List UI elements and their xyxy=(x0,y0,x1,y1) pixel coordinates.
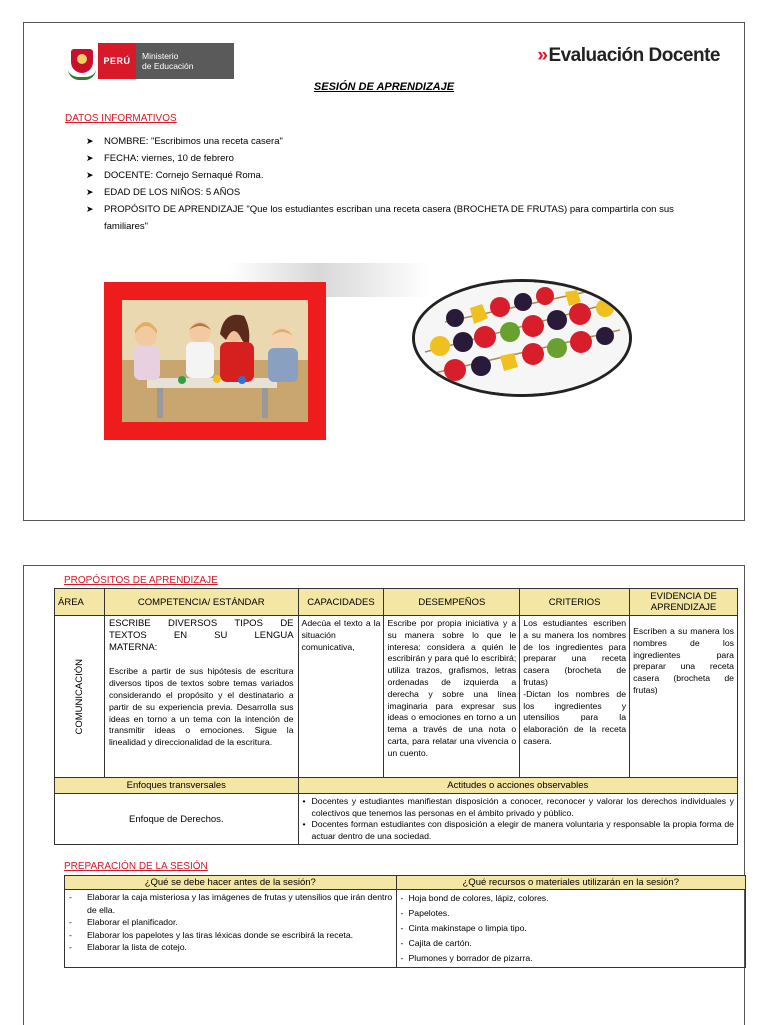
table-header-row xyxy=(65,876,746,890)
ministry-logo xyxy=(66,43,234,79)
actitudes-cell xyxy=(298,794,737,845)
area-cell: COMUNICACIÓN xyxy=(55,616,105,778)
capacidades-cell: Adecúa el texto a la situación comunicativa, xyxy=(298,616,384,778)
header-competencia: COMPETENCIA/ ESTÁNDAR xyxy=(104,589,298,616)
header-area: ÁREA xyxy=(55,589,105,616)
header-criterios: CRITERIOS xyxy=(520,589,630,616)
header-capacidades: CAPACIDADES xyxy=(298,589,384,616)
enfoques-label: Enfoques transversales xyxy=(55,778,299,794)
header-recursos: ¿Qué recursos o materiales utilizarán en la sesión? xyxy=(396,876,745,890)
recursos-cell xyxy=(396,890,745,968)
competencia-cell: ESCRIBE DIVERSOS TIPOS DE TEXTOS EN SU LENGUA MATERNA: Escribe a partir de sus hipótesis de escritura diversos tipos de textos sobre temas variados considerando el propósito y el destinatario a partir de su experiencia previa. Desarrolla sus ideas en torno a un tema con la intención de transmitir ideas o emociones. Sigue la linealidad y direccionalidad de la escritura. xyxy=(104,616,298,778)
list-item: - Elaborar la caja misteriosa y las imágenes de frutas y utensilios que irán dentro de ella. xyxy=(67,891,394,916)
list-item: - Elaborar el planificador. xyxy=(67,916,394,929)
list-item: - Elaborar los papelotes y las tiras léxicas donde se escribirá la receta. xyxy=(67,929,394,942)
preparacion-table xyxy=(64,875,746,968)
actitudes-label: Actitudes o acciones observables xyxy=(298,778,737,794)
document-page-2 xyxy=(23,565,745,1025)
list-item: - Elaborar la lista de cotejo. xyxy=(67,941,394,954)
propositos-heading: PROPÓSITOS DE APRENDIZAJE xyxy=(64,575,218,586)
page-title: SESIÓN DE APRENDIZAJE xyxy=(313,81,455,93)
classroom-photo xyxy=(104,282,326,440)
evaluacion-docente-logo: »Evaluación Docente xyxy=(537,45,720,66)
datos-heading: DATOS INFORMATIVOS xyxy=(65,113,177,124)
enfoques-header-row xyxy=(55,778,738,794)
fruit-skewers-image xyxy=(412,279,632,397)
table-header-row xyxy=(55,589,738,616)
list-item: ➤ EDAD DE LOS NIÑOS: 5 AÑOS xyxy=(86,184,716,201)
list-item: ➤ DOCENTE: Cornejo Sernaqué Roma. xyxy=(86,167,716,184)
evidencia-cell: Escriben a su manera los nombres de los ingredientes para preparar una receta casera (brocheta de frutas) xyxy=(630,616,738,778)
desempenos-cell: Escribe por propia iniciativa y a su manera sobre lo que le interesa: considera a quién le escribirán y para qué lo escribirá; utiliza trazos, grafismos, letras ordenadas de izquierda a derecha y sobre una línea imaginaria para expresar sus ideas o emociones en torno a un tema a través de una nota o carta, para relatar una vivencia o un cuento. xyxy=(384,616,520,778)
list-item: ➤ PROPÓSITO DE APRENDIZAJE "Que los estudiantes escriban una receta casera (BROCHETA DE FRUTAS) para compartirla con sus familiares" xyxy=(86,201,716,235)
table-row xyxy=(65,890,746,968)
propositos-table xyxy=(54,588,738,845)
peru-label: PERÚ xyxy=(98,43,136,79)
criterios-cell: Los estudiantes escriben a su manera los nombres de los ingredientes para preparar una receta casera (brocheta de frutas) -Dictan los nombres de los ingredientes y utensilios para la elaboración de la receta casera. xyxy=(520,616,630,778)
header-antes: ¿Qué se debe hacer antes de la sesión? xyxy=(65,876,397,890)
header-evidencia: EVIDENCIA DE APRENDIZAJE xyxy=(630,589,738,616)
peru-crest-icon xyxy=(66,43,98,79)
datos-list xyxy=(86,133,716,235)
ministry-label: Ministerio de Educación xyxy=(136,43,234,79)
header-desempenos: DESEMPEÑOS xyxy=(384,589,520,616)
antes-cell xyxy=(65,890,397,968)
list-item: • Docentes y estudiantes manifiestan disposición a conocer, reconocer y valorar los derechos individuales y colectivos que tenemos las personas en el ámbito privado y público. xyxy=(310,796,734,819)
list-item: - Hoja bond de colores, lápiz, colores. xyxy=(399,891,743,906)
list-item: ➤ NOMBRE: "Escribimos una receta casera" xyxy=(86,133,716,150)
list-item: - Cajita de cartón. xyxy=(399,936,743,951)
enfoque-cell: Enfoque de Derechos. xyxy=(55,794,299,845)
list-item: - Cinta makinstape o limpia tipo. xyxy=(399,921,743,936)
table-row xyxy=(55,794,738,845)
list-item: - Papelotes. xyxy=(399,906,743,921)
list-item: ➤ FECHA: viernes, 10 de febrero xyxy=(86,150,716,167)
preparacion-heading: PREPARACIÓN DE LA SESIÓN xyxy=(64,861,208,872)
list-item: - Plumones y borrador de pizarra. xyxy=(399,951,743,966)
list-item: • Docentes forman estudiantes con disposición a elegir de manera voluntaria y responsable la propia forma de actuar dentro de una sociedad. xyxy=(310,819,734,842)
table-row xyxy=(55,616,738,778)
document-page-1 xyxy=(23,22,745,521)
